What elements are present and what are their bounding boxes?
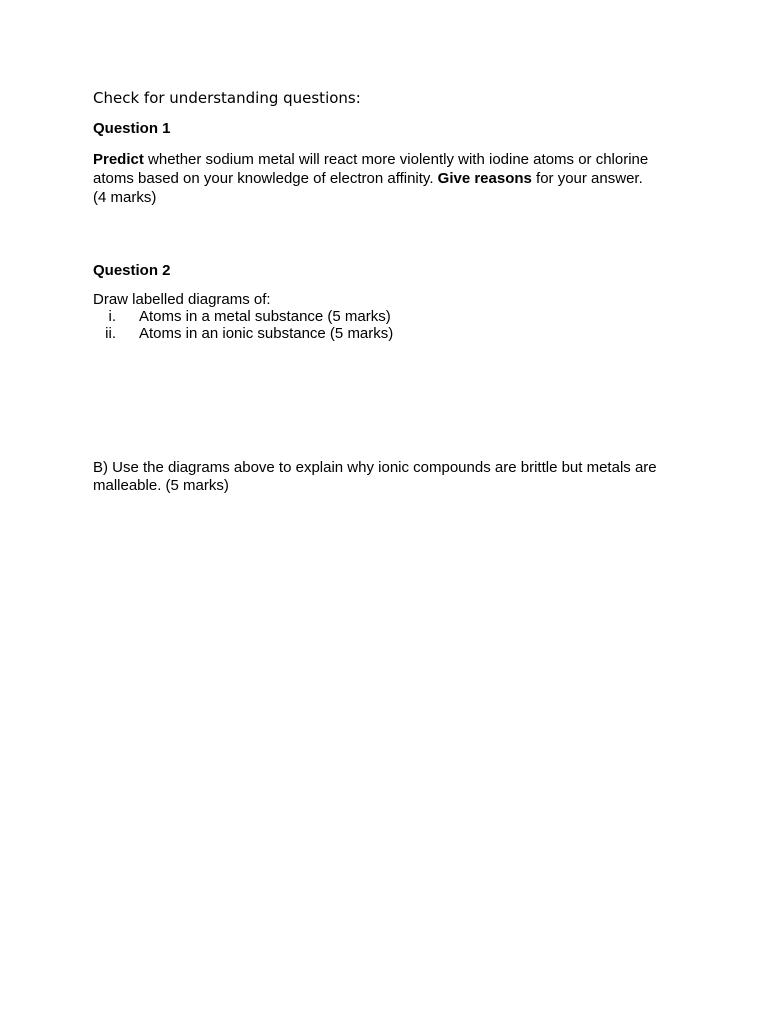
question-1-body — [93, 150, 693, 207]
question-1-line-1 — [93, 150, 693, 169]
list-marker: i. — [108, 308, 116, 325]
question-2-part-b — [93, 459, 693, 495]
predict-emphasis: Predict — [93, 151, 144, 168]
page-heading: Check for understanding questions: — [93, 89, 361, 107]
question-2-intro: Draw labelled diagrams of: — [93, 291, 271, 308]
question-1-line-1-text: whether sodium metal will react more violently with iodine atoms or chlorine — [143, 151, 649, 168]
question-1-line-2-start: atoms based on your knowledge of electron affinity. — [93, 170, 438, 187]
question-1-line-2 — [93, 169, 693, 188]
list-item-text: Atoms in an ionic substance (5 marks) — [139, 325, 394, 342]
question-2-title: Question 2 — [93, 262, 171, 279]
part-b-line-2: malleable. (5 marks) — [93, 477, 229, 494]
give-reasons-emphasis: Give reasons — [437, 170, 532, 187]
question-1-marks: (4 marks) — [93, 189, 157, 206]
question-1-title: Question 1 — [93, 120, 171, 137]
list-marker: ii. — [105, 325, 116, 342]
question-1-line-2-end: for your answer. — [531, 170, 643, 187]
part-b-line-1: B) Use the diagrams above to explain why ionic compounds are brittle but metals are — [93, 459, 657, 476]
list-item-text: Atoms in a metal substance (5 marks) — [139, 308, 391, 325]
